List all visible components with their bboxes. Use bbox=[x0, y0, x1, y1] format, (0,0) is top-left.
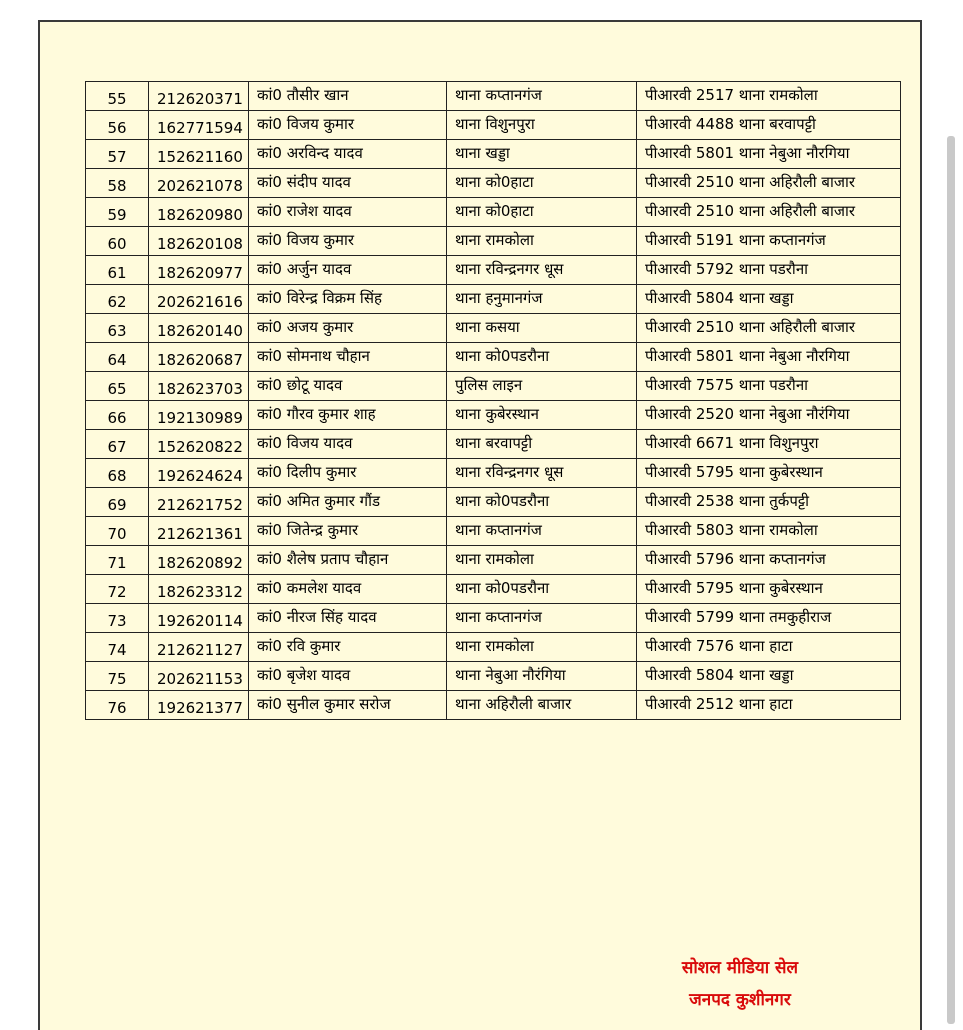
current-station-cell: थाना रविन्द्रनगर धूस bbox=[447, 459, 637, 488]
current-station-cell: थाना को0हाटा bbox=[447, 198, 637, 227]
employee-id-cell: 212621752 bbox=[149, 488, 249, 517]
current-station-cell: थाना को0पडरौना bbox=[447, 488, 637, 517]
current-station-cell: थाना रामकोला bbox=[447, 633, 637, 662]
issuer-department: सोशल मीडिया सेल bbox=[681, 958, 799, 978]
constable-name-cell: कां0 सुनील कुमार सरोज bbox=[249, 691, 447, 720]
serial-number-cell: 59 bbox=[86, 198, 149, 227]
new-posting-cell: पीआरवी 4488 थाना बरवापट्टी bbox=[637, 111, 901, 140]
serial-number-cell: 55 bbox=[86, 82, 149, 111]
constable-name-cell: कां0 अमित कुमार गौंड bbox=[249, 488, 447, 517]
serial-number-cell: 70 bbox=[86, 517, 149, 546]
employee-id-cell: 182620892 bbox=[149, 546, 249, 575]
serial-number-cell: 75 bbox=[86, 662, 149, 691]
employee-id-cell: 212621127 bbox=[149, 633, 249, 662]
table-row bbox=[86, 604, 901, 633]
serial-number-cell: 62 bbox=[86, 285, 149, 314]
constable-name-cell: कां0 संदीप यादव bbox=[249, 169, 447, 198]
employee-id-cell: 192130989 bbox=[149, 401, 249, 430]
table-row bbox=[86, 169, 901, 198]
new-posting-cell: पीआरवी 5795 थाना कुबेरस्थान bbox=[637, 575, 901, 604]
new-posting-cell: पीआरवी 5801 थाना नेबुआ नौरगिया bbox=[637, 343, 901, 372]
serial-number-cell: 58 bbox=[86, 169, 149, 198]
constable-name-cell: कां0 विजय यादव bbox=[249, 430, 447, 459]
constable-name-cell: कां0 रवि कुमार bbox=[249, 633, 447, 662]
table-row bbox=[86, 546, 901, 575]
current-station-cell: थाना बरवापट्टी bbox=[447, 430, 637, 459]
constable-name-cell: कां0 विजय कुमार bbox=[249, 227, 447, 256]
table-row bbox=[86, 517, 901, 546]
table-row bbox=[86, 459, 901, 488]
table-row bbox=[86, 314, 901, 343]
table-row bbox=[86, 575, 901, 604]
employee-id-cell: 202621078 bbox=[149, 169, 249, 198]
employee-id-cell: 162771594 bbox=[149, 111, 249, 140]
serial-number-cell: 76 bbox=[86, 691, 149, 720]
constable-name-cell: कां0 गौरव कुमार शाह bbox=[249, 401, 447, 430]
employee-id-cell: 152621160 bbox=[149, 140, 249, 169]
current-station-cell: थाना अहिरौली बाजार bbox=[447, 691, 637, 720]
table-row bbox=[86, 82, 901, 111]
current-station-cell: थाना खड्डा bbox=[447, 140, 637, 169]
employee-id-cell: 192621377 bbox=[149, 691, 249, 720]
new-posting-cell: पीआरवी 5804 थाना खड्डा bbox=[637, 285, 901, 314]
new-posting-cell: पीआरवी 5801 थाना नेबुआ नौरगिया bbox=[637, 140, 901, 169]
employee-id-cell: 182623312 bbox=[149, 575, 249, 604]
current-station-cell: थाना कप्तानगंज bbox=[447, 517, 637, 546]
new-posting-cell: पीआरवी 2510 थाना अहिरौली बाजार bbox=[637, 314, 901, 343]
current-station-cell: थाना हनुमानगंज bbox=[447, 285, 637, 314]
employee-id-cell: 182623703 bbox=[149, 372, 249, 401]
table-row bbox=[86, 343, 901, 372]
new-posting-cell: पीआरवी 2538 थाना तुर्कपट्टी bbox=[637, 488, 901, 517]
current-station-cell: थाना कप्तानगंज bbox=[447, 604, 637, 633]
employee-id-cell: 182620108 bbox=[149, 227, 249, 256]
serial-number-cell: 66 bbox=[86, 401, 149, 430]
serial-number-cell: 74 bbox=[86, 633, 149, 662]
table-row bbox=[86, 691, 901, 720]
table-row bbox=[86, 662, 901, 691]
table-row bbox=[86, 285, 901, 314]
employee-id-cell: 152620822 bbox=[149, 430, 249, 459]
new-posting-cell: पीआरवी 5191 थाना कप्तानगंज bbox=[637, 227, 901, 256]
constable-name-cell: कां0 जितेन्द्र कुमार bbox=[249, 517, 447, 546]
current-station-cell: थाना को0पडरौना bbox=[447, 575, 637, 604]
current-station-cell: थाना कुबेरस्थान bbox=[447, 401, 637, 430]
current-station-cell: थाना विशुनपुरा bbox=[447, 111, 637, 140]
table-row bbox=[86, 227, 901, 256]
employee-id-cell: 182620140 bbox=[149, 314, 249, 343]
serial-number-cell: 57 bbox=[86, 140, 149, 169]
employee-id-cell: 202621616 bbox=[149, 285, 249, 314]
current-station-cell: थाना को0पडरौना bbox=[447, 343, 637, 372]
current-station-cell: थाना रामकोला bbox=[447, 227, 637, 256]
new-posting-cell: पीआरवी 2510 थाना अहिरौली बाजार bbox=[637, 169, 901, 198]
constable-name-cell: कां0 राजेश यादव bbox=[249, 198, 447, 227]
new-posting-cell: पीआरवी 5804 थाना खड्डा bbox=[637, 662, 901, 691]
table-row bbox=[86, 140, 901, 169]
current-station-cell: थाना कप्तानगंज bbox=[447, 82, 637, 111]
employee-id-cell: 212620371 bbox=[149, 82, 249, 111]
table-row bbox=[86, 488, 901, 517]
new-posting-cell: पीआरवी 5792 थाना पडरौना bbox=[637, 256, 901, 285]
table-row bbox=[86, 633, 901, 662]
new-posting-cell: पीआरवी 2517 थाना रामकोला bbox=[637, 82, 901, 111]
employee-id-cell: 182620977 bbox=[149, 256, 249, 285]
new-posting-cell: पीआरवी 5795 थाना कुबेरस्थान bbox=[637, 459, 901, 488]
serial-number-cell: 61 bbox=[86, 256, 149, 285]
issuer-district: जनपद कुशीनगर bbox=[689, 990, 791, 1010]
current-station-cell: थाना को0हाटा bbox=[447, 169, 637, 198]
employee-id-cell: 212621361 bbox=[149, 517, 249, 546]
constable-name-cell: कां0 अरविन्द यादव bbox=[249, 140, 447, 169]
constable-name-cell: कां0 विरेन्द्र विक्रम सिंह bbox=[249, 285, 447, 314]
current-station-cell: थाना रामकोला bbox=[447, 546, 637, 575]
serial-number-cell: 63 bbox=[86, 314, 149, 343]
serial-number-cell: 56 bbox=[86, 111, 149, 140]
serial-number-cell: 71 bbox=[86, 546, 149, 575]
current-station-cell: थाना नेबुआ नौरंगिया bbox=[447, 662, 637, 691]
new-posting-cell: पीआरवी 2512 थाना हाटा bbox=[637, 691, 901, 720]
new-posting-cell: पीआरवी 5803 थाना रामकोला bbox=[637, 517, 901, 546]
table-row bbox=[86, 111, 901, 140]
constable-name-cell: कां0 अजय कुमार bbox=[249, 314, 447, 343]
employee-id-cell: 182620687 bbox=[149, 343, 249, 372]
current-station-cell: थाना कसया bbox=[447, 314, 637, 343]
new-posting-cell: पीआरवी 7575 थाना पडरौना bbox=[637, 372, 901, 401]
constable-name-cell: कां0 अर्जुन यादव bbox=[249, 256, 447, 285]
serial-number-cell: 64 bbox=[86, 343, 149, 372]
table-row bbox=[86, 372, 901, 401]
constable-name-cell: कां0 छोटू यादव bbox=[249, 372, 447, 401]
scrollbar[interactable] bbox=[947, 136, 955, 1024]
issuer-block bbox=[640, 952, 840, 1016]
table-row bbox=[86, 198, 901, 227]
employee-id-cell: 192624624 bbox=[149, 459, 249, 488]
constable-name-cell: कां0 बृजेश यादव bbox=[249, 662, 447, 691]
serial-number-cell: 65 bbox=[86, 372, 149, 401]
employee-id-cell: 182620980 bbox=[149, 198, 249, 227]
new-posting-cell: पीआरवी 2510 थाना अहिरौली बाजार bbox=[637, 198, 901, 227]
serial-number-cell: 60 bbox=[86, 227, 149, 256]
constable-name-cell: कां0 कमलेश यादव bbox=[249, 575, 447, 604]
serial-number-cell: 72 bbox=[86, 575, 149, 604]
constable-name-cell: कां0 सोमनाथ चौहान bbox=[249, 343, 447, 372]
constable-name-cell: कां0 नीरज सिंह यादव bbox=[249, 604, 447, 633]
table-body bbox=[86, 82, 901, 720]
new-posting-cell: पीआरवी 5796 थाना कप्तानगंज bbox=[637, 546, 901, 575]
new-posting-cell: पीआरवी 5799 थाना तमकुहीराज bbox=[637, 604, 901, 633]
current-station-cell: पुलिस लाइन bbox=[447, 372, 637, 401]
constable-name-cell: कां0 दिलीप कुमार bbox=[249, 459, 447, 488]
table-row bbox=[86, 256, 901, 285]
employee-id-cell: 192620114 bbox=[149, 604, 249, 633]
current-station-cell: थाना रविन्द्रनगर धूस bbox=[447, 256, 637, 285]
serial-number-cell: 67 bbox=[86, 430, 149, 459]
serial-number-cell: 73 bbox=[86, 604, 149, 633]
table-row bbox=[86, 401, 901, 430]
table-row bbox=[86, 430, 901, 459]
new-posting-cell: पीआरवी 7576 थाना हाटा bbox=[637, 633, 901, 662]
constable-name-cell: कां0 तौसीर खान bbox=[249, 82, 447, 111]
constable-name-cell: कां0 शैलेष प्रताप चौहान bbox=[249, 546, 447, 575]
constable-transfer-table bbox=[85, 81, 901, 720]
constable-name-cell: कां0 विजय कुमार bbox=[249, 111, 447, 140]
serial-number-cell: 68 bbox=[86, 459, 149, 488]
employee-id-cell: 202621153 bbox=[149, 662, 249, 691]
serial-number-cell: 69 bbox=[86, 488, 149, 517]
new-posting-cell: पीआरवी 2520 थाना नेबुआ नौरंगिया bbox=[637, 401, 901, 430]
new-posting-cell: पीआरवी 6671 थाना विशुनपुरा bbox=[637, 430, 901, 459]
